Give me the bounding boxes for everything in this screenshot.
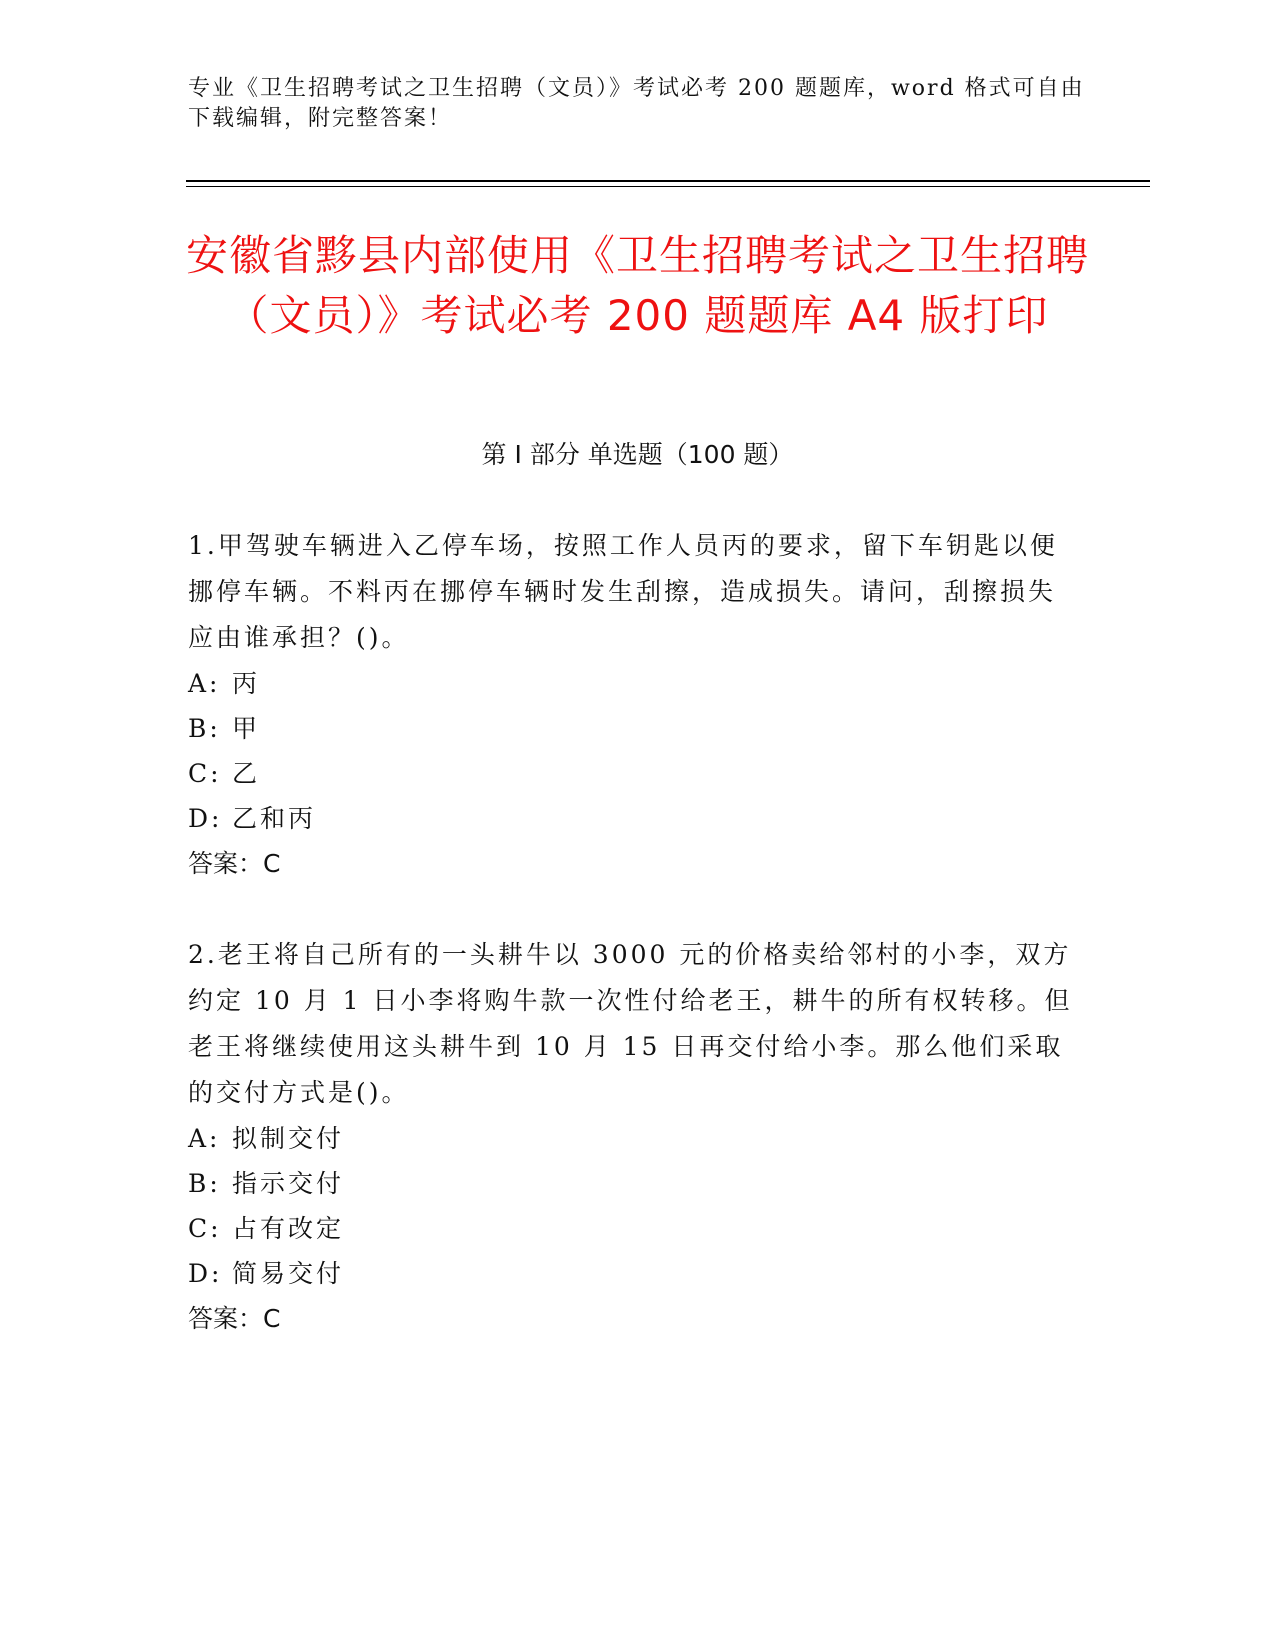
option-a: [188, 661, 1078, 706]
document-title: 安徽省黟县内部使用《卫生招聘考试之卫生招聘（文员）》考试必考 200 题题库 A4 版打印: [185, 231, 1089, 340]
option-d: [188, 1251, 1078, 1296]
question-stem: 1.甲驾驶车辆进入乙停车场，按照工作人员丙的要求，留下车钥匙以便挪停车辆。不料丙在挪停车辆时发生刮擦，造成损失。请问，刮擦损失应由谁承担？()。: [188, 531, 1058, 652]
option-text: 丙: [232, 669, 261, 698]
question-2: [188, 932, 1078, 1342]
option-d: [188, 796, 1078, 841]
option-text: 占有改定: [232, 1214, 345, 1243]
option-key: B:: [188, 714, 221, 743]
header-divider-thick: [186, 180, 1150, 182]
question-stem: 2.老王将自己所有的一头耕牛以 3000 元的价格卖给邻村的小李，双方约定 10 月 1 日小李将购牛款一次性付给老王，耕牛的所有权转移。但老王将继续使用这头耕牛到 10 月 15 日再交付给小李。那么他们采取的交付方式是()。: [188, 940, 1073, 1107]
header-note: 专业《卫生招聘考试之卫生招聘（文员）》考试必考 200 题题库，word 格式可自由下载编辑，附完整答案！: [188, 76, 1085, 131]
option-key: C:: [188, 759, 222, 788]
option-key: B:: [188, 1169, 221, 1198]
option-c: [188, 751, 1078, 796]
question-1: [188, 523, 1078, 887]
option-key: C:: [188, 1214, 222, 1243]
option-text: 乙和丙: [232, 804, 317, 833]
option-text: 指示交付: [232, 1169, 345, 1198]
answer: 答案：C: [188, 1304, 281, 1333]
option-text: 甲: [232, 714, 261, 743]
option-key: D:: [188, 804, 223, 833]
option-c: [188, 1206, 1078, 1251]
section-heading: 第 I 部分 单选题（100 题）: [481, 440, 794, 469]
option-b: [188, 1161, 1078, 1206]
answer: 答案：C: [188, 849, 281, 878]
option-text: 简易交付: [232, 1259, 345, 1288]
option-text: 拟制交付: [232, 1124, 345, 1153]
option-key: D:: [188, 1259, 223, 1288]
option-text: 乙: [232, 759, 261, 788]
option-b: [188, 706, 1078, 751]
option-key: A:: [188, 669, 221, 698]
option-key: A:: [188, 1124, 221, 1153]
option-a: [188, 1116, 1078, 1161]
header-divider-thin: [186, 186, 1150, 187]
